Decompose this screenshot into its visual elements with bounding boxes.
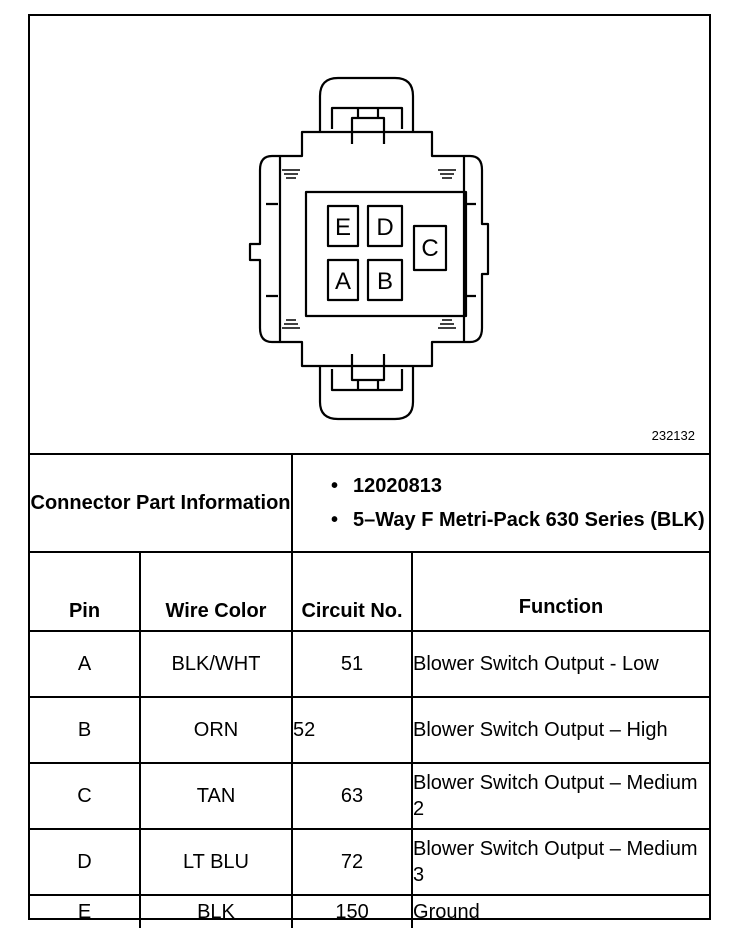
cavity-label-a: A bbox=[334, 268, 352, 295]
table-header-row bbox=[30, 552, 709, 631]
function-cell: Ground bbox=[412, 895, 709, 928]
table-row bbox=[30, 697, 709, 763]
cavity-label-b: B bbox=[376, 268, 394, 295]
column-header-pin: Pin bbox=[30, 552, 140, 631]
cavity-label-c: C bbox=[421, 235, 439, 262]
top-latch bbox=[320, 78, 413, 132]
wire-color-cell: TAN bbox=[140, 763, 292, 829]
circuit-cell: 150 bbox=[292, 895, 412, 928]
part-info-label: Connector Part Information bbox=[30, 454, 292, 552]
connector-diagram-panel bbox=[30, 16, 709, 453]
wire-color-cell: LT BLU bbox=[140, 829, 292, 895]
circuit-cell: 52 bbox=[292, 697, 412, 763]
pin-cell: C bbox=[30, 763, 140, 829]
connector-info-table bbox=[30, 453, 709, 928]
function-cell: Blower Switch Output – Medium 2 bbox=[412, 763, 709, 829]
table-row bbox=[30, 829, 709, 895]
column-header-function: Function bbox=[412, 552, 709, 631]
pin-cell: B bbox=[30, 697, 140, 763]
wire-color-cell: BLK bbox=[140, 895, 292, 928]
pin-cell: A bbox=[30, 631, 140, 697]
bottom-latch bbox=[320, 366, 413, 419]
cavity-label-d: D bbox=[376, 214, 394, 241]
pin-cell: D bbox=[30, 829, 140, 895]
column-header-wire-color: Wire Color bbox=[140, 552, 292, 631]
wire-color-cell: BLK/WHT bbox=[140, 631, 292, 697]
table-row bbox=[30, 763, 709, 829]
pin-cell: E bbox=[30, 895, 140, 928]
part-number: • 12020813 bbox=[331, 473, 709, 499]
part-info-values bbox=[292, 454, 709, 552]
connector-face-diagram bbox=[220, 74, 520, 424]
connector-sheet bbox=[28, 14, 711, 923]
connector-housing bbox=[250, 132, 488, 366]
function-cell: Blower Switch Output – High bbox=[412, 697, 709, 763]
column-header-circuit: Circuit No. bbox=[292, 552, 412, 631]
diagram-number: 232132 bbox=[651, 428, 695, 443]
function-cell: Blower Switch Output - Low bbox=[412, 631, 709, 697]
cavity-label-e: E bbox=[334, 214, 352, 241]
circuit-cell: 72 bbox=[292, 829, 412, 895]
part-description: • 5–Way F Metri-Pack 630 Series (BLK) bbox=[331, 507, 709, 533]
circuit-cell: 51 bbox=[292, 631, 412, 697]
function-cell: Blower Switch Output – Medium 3 bbox=[412, 829, 709, 895]
table-row bbox=[30, 631, 709, 697]
table-row bbox=[30, 895, 709, 928]
circuit-cell: 63 bbox=[292, 763, 412, 829]
wire-color-cell: ORN bbox=[140, 697, 292, 763]
part-info-row bbox=[30, 454, 709, 552]
terminal-face bbox=[306, 192, 466, 316]
